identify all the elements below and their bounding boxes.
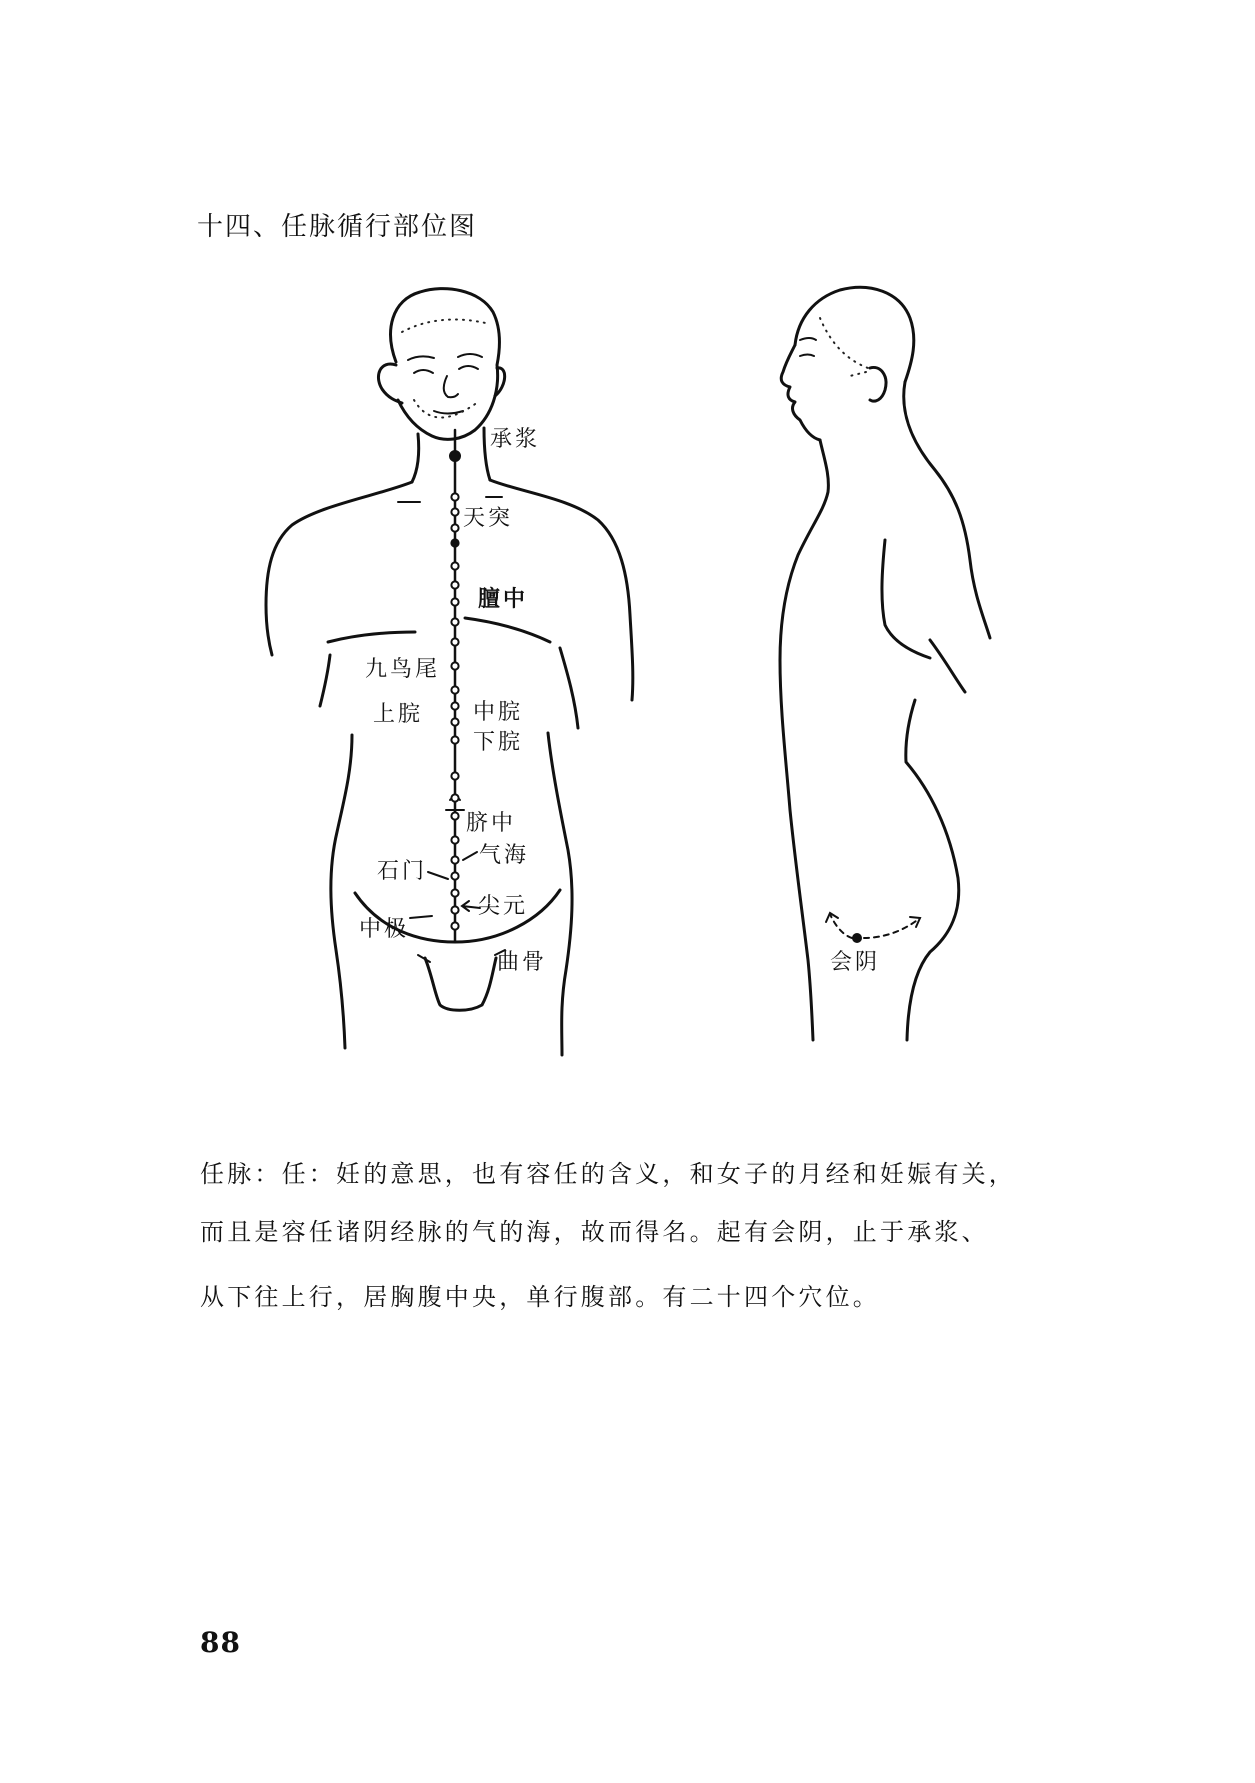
- acupoint-label-jiuniaowei: 九鸟尾: [365, 657, 441, 682]
- acupoint-label-huiyin: 会阴: [830, 950, 881, 975]
- perineum-arrow-left: [830, 914, 852, 938]
- acupoint-label-shangwan: 上脘: [373, 702, 424, 727]
- acupoint-dot: [451, 662, 458, 669]
- acupoint-dot: [451, 618, 458, 625]
- acupoint-dot: [451, 524, 458, 531]
- front-right-armpit-line: [560, 648, 578, 728]
- front-groin-marks: [418, 950, 505, 962]
- acupoint-dot: [451, 493, 458, 500]
- acupoint-label-zhongwan: 中脘: [473, 700, 524, 725]
- front-eyes: [414, 366, 478, 373]
- acupoint-dot: [451, 702, 458, 709]
- page-title: 十四、任脉循行部位图: [197, 212, 478, 242]
- acupoint-dot: [451, 718, 458, 725]
- acupoint-dot: [451, 686, 458, 693]
- acupoint-label-jianyuan: 尖元: [478, 894, 529, 919]
- acupoint-label-tiantu: 天突: [463, 506, 514, 531]
- front-hairline: [402, 320, 490, 333]
- front-head-outline: [391, 289, 500, 440]
- perineum-point: [852, 933, 862, 943]
- acupoint-dot: [451, 581, 458, 588]
- acupoint-label-zhongji: 中极: [359, 917, 410, 942]
- acupoint-dot: [451, 906, 458, 913]
- acupoint-dot: [451, 922, 458, 929]
- acupoint-label-qizhong: 脐中: [466, 811, 517, 836]
- acupoint-dot: [451, 562, 458, 569]
- acupoint-label-xiawan: 下脘: [473, 730, 524, 755]
- acupoint-dot: [451, 836, 458, 843]
- side-face-profile: [781, 345, 820, 440]
- front-stubble: [414, 400, 478, 418]
- acupoint-label-shimen: 石门: [377, 859, 428, 884]
- front-left-ear: [378, 364, 402, 403]
- acupoint-dot: [451, 508, 458, 515]
- side-front-contour: [780, 440, 828, 1040]
- front-pubic-outline: [425, 958, 496, 1010]
- body-text-line-2: 而且是容任诸阴经脉的气的海，故而得名。起有会阴，止于承浆、: [200, 1218, 989, 1246]
- side-hairline: [820, 318, 868, 376]
- shimen-leader: [428, 872, 448, 879]
- front-neck-left: [412, 434, 419, 482]
- page-number: 88: [200, 1626, 241, 1659]
- front-mouth: [434, 411, 463, 414]
- acupoint-label-danzhong: 膻中: [478, 587, 529, 612]
- front-left-armpit-line: [320, 655, 330, 706]
- front-body-figure: [266, 289, 633, 1055]
- acupoint-dot: [450, 451, 460, 461]
- side-arm-back: [930, 640, 965, 692]
- side-ear: [870, 367, 886, 401]
- front-left-pectoral: [328, 632, 415, 642]
- side-back-contour: [904, 382, 990, 638]
- front-torso-right: [548, 733, 572, 1055]
- acupoint-dot: [451, 812, 458, 819]
- perineum-arrow-right: [864, 918, 920, 938]
- body-text-line-1: 任脉：任：妊的意思，也有容任的含义，和女子的月经和妊娠有关，: [200, 1160, 1016, 1188]
- front-clavicle-marks: [398, 497, 502, 502]
- side-arm-front: [882, 540, 930, 658]
- front-right-pectoral: [465, 618, 550, 642]
- acupoint-dot: [451, 856, 458, 863]
- front-nose: [444, 376, 458, 397]
- side-body-figure: [780, 287, 990, 1040]
- acupoint-dot: [451, 794, 458, 801]
- acupoint-label-qugu: 曲骨: [497, 950, 548, 975]
- zhongji-leader: [410, 916, 432, 918]
- front-eyebrows: [408, 354, 482, 360]
- acupoint-dot: [451, 772, 458, 779]
- acupoint-dot: [451, 889, 458, 896]
- acupoint-label-chengjiang: 承浆: [490, 427, 541, 452]
- acupoint-dot: [451, 638, 458, 645]
- acupoint-dot: [451, 598, 458, 605]
- qihai-leader: [463, 852, 477, 860]
- front-torso-left: [331, 735, 352, 1048]
- body-text-line-3: 从下往上行，居胸腹中央，单行腹部。有二十四个穴位。: [200, 1283, 880, 1311]
- acupoint-dot: [451, 736, 458, 743]
- side-head-outline: [795, 287, 914, 382]
- side-lower-back-buttock: [906, 700, 959, 1040]
- front-left-shoulder-arm: [266, 482, 412, 655]
- acupoint-label-qihai: 气海: [479, 843, 530, 868]
- side-eye: [800, 338, 816, 356]
- acupoint-dot: [451, 872, 458, 879]
- acupoint-dot: [451, 539, 458, 546]
